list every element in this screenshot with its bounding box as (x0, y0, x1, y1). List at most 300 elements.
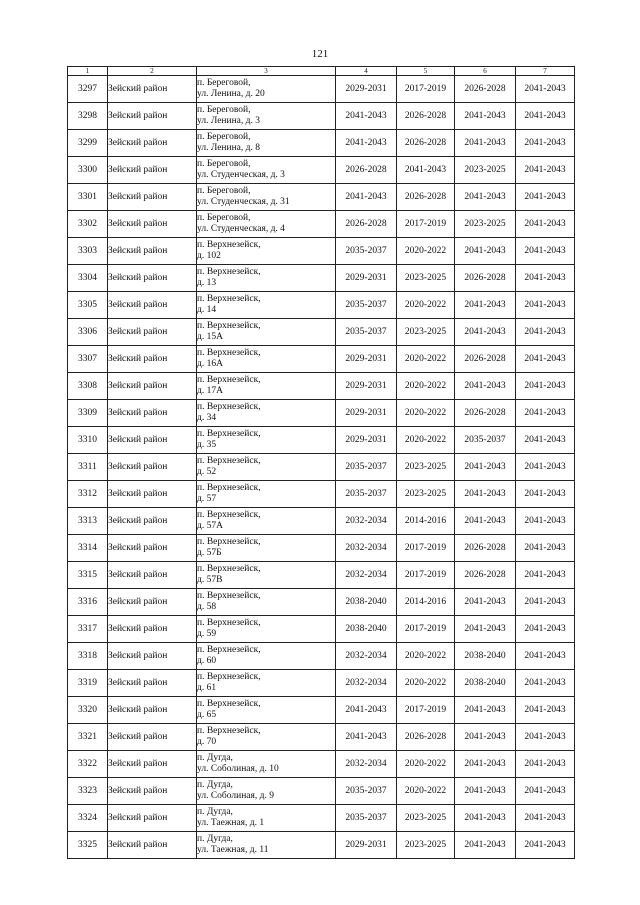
address (197, 238, 336, 265)
address (197, 670, 336, 697)
period-col6: 2041-2043 (455, 130, 516, 157)
period-col4: 2032-2034 (336, 751, 397, 778)
period-col7: 2041-2043 (516, 130, 575, 157)
address-line-1: п. Береговой, (197, 132, 251, 142)
address-line-2: д. 65 (197, 710, 217, 720)
period-col4: 2029-2031 (336, 373, 397, 400)
period-col7: 2041-2043 (516, 238, 575, 265)
table-row (68, 778, 575, 805)
table-row (68, 238, 575, 265)
address (197, 346, 336, 373)
period-col5: 2017-2019 (397, 616, 455, 643)
address (197, 292, 336, 319)
district-name: Зейский район (108, 562, 197, 589)
address-line-1: п. Верхнезейск, (197, 618, 261, 628)
row-number: 3313 (68, 508, 108, 535)
period-col6: 2041-2043 (455, 319, 516, 346)
period-col5: 2023-2025 (397, 319, 455, 346)
period-col6: 2023-2025 (455, 157, 516, 184)
table-row (68, 130, 575, 157)
row-number: 3318 (68, 643, 108, 670)
period-col5: 2020-2022 (397, 238, 455, 265)
address-line-1: п. Верхнезейск, (197, 483, 261, 493)
table-row (68, 724, 575, 751)
period-col6: 2041-2043 (455, 805, 516, 832)
address (197, 454, 336, 481)
table-row (68, 427, 575, 454)
row-number: 3298 (68, 103, 108, 130)
period-col7: 2041-2043 (516, 184, 575, 211)
period-col6: 2023-2025 (455, 211, 516, 238)
address-line-1: п. Верхнезейск, (197, 402, 261, 412)
period-col4: 2041-2043 (336, 697, 397, 724)
address-line-1: п. Верхнезейск, (197, 510, 261, 520)
row-number: 3311 (68, 454, 108, 481)
period-col5: 2017-2019 (397, 562, 455, 589)
address (197, 319, 336, 346)
period-col7: 2041-2043 (516, 427, 575, 454)
district-name: Зейский район (108, 103, 197, 130)
district-name: Зейский район (108, 616, 197, 643)
table-row (68, 184, 575, 211)
district-name: Зейский район (108, 238, 197, 265)
period-col7: 2041-2043 (516, 697, 575, 724)
period-col7: 2041-2043 (516, 778, 575, 805)
address-line-1: п. Верхнезейск, (197, 672, 261, 682)
row-number: 3314 (68, 535, 108, 562)
period-col5: 2023-2025 (397, 481, 455, 508)
address-line-1: п. Верхнезейск, (197, 375, 261, 385)
district-name: Зейский район (108, 751, 197, 778)
district-name: Зейский район (108, 211, 197, 238)
address-line-2: д. 57Б (197, 548, 222, 558)
period-col4: 2038-2040 (336, 616, 397, 643)
address-line-1: п. Береговой, (197, 159, 251, 169)
address-line-2: д. 59 (197, 629, 217, 639)
row-number: 3301 (68, 184, 108, 211)
column-header: 7 (516, 67, 575, 76)
period-col7: 2041-2043 (516, 508, 575, 535)
address-line-1: п. Дугда, (197, 807, 233, 817)
table-row (68, 670, 575, 697)
table-row (68, 157, 575, 184)
address (197, 805, 336, 832)
period-col4: 2041-2043 (336, 724, 397, 751)
column-header: 4 (336, 67, 397, 76)
period-col5: 2020-2022 (397, 400, 455, 427)
table-row (68, 805, 575, 832)
address-line-2: д. 52 (197, 467, 217, 477)
address-line-2: д. 57А (197, 521, 223, 531)
period-col7: 2041-2043 (516, 373, 575, 400)
table-row (68, 346, 575, 373)
address-line-1: п. Верхнезейск, (197, 429, 261, 439)
row-number: 3300 (68, 157, 108, 184)
table-row (68, 535, 575, 562)
row-number: 3305 (68, 292, 108, 319)
address (197, 535, 336, 562)
period-col5: 2017-2019 (397, 697, 455, 724)
period-col6: 2038-2040 (455, 670, 516, 697)
table-body (68, 76, 575, 859)
address-line-1: п. Дугда, (197, 780, 233, 790)
period-col6: 2041-2043 (455, 103, 516, 130)
address-line-2: ул. Ленина, д. 8 (197, 143, 260, 153)
period-col7: 2041-2043 (516, 319, 575, 346)
period-col6: 2026-2028 (455, 400, 516, 427)
row-number: 3310 (68, 427, 108, 454)
period-col6: 2035-2037 (455, 427, 516, 454)
period-col6: 2041-2043 (455, 373, 516, 400)
period-col4: 2038-2040 (336, 589, 397, 616)
table-row (68, 481, 575, 508)
page-number: 121 (311, 48, 329, 60)
address (197, 508, 336, 535)
period-col7: 2041-2043 (516, 535, 575, 562)
address (197, 616, 336, 643)
district-name: Зейский район (108, 508, 197, 535)
period-col5: 2023-2025 (397, 805, 455, 832)
period-col6: 2041-2043 (455, 454, 516, 481)
row-number: 3308 (68, 373, 108, 400)
district-name: Зейский район (108, 805, 197, 832)
period-col4: 2029-2031 (336, 346, 397, 373)
table-row (68, 751, 575, 778)
table-row (68, 616, 575, 643)
period-col7: 2041-2043 (516, 481, 575, 508)
period-col5: 2017-2019 (397, 76, 455, 103)
row-number: 3306 (68, 319, 108, 346)
period-col7: 2041-2043 (516, 157, 575, 184)
district-name: Зейский район (108, 130, 197, 157)
period-col7: 2041-2043 (516, 670, 575, 697)
row-number: 3315 (68, 562, 108, 589)
period-col4: 2026-2028 (336, 211, 397, 238)
period-col5: 2020-2022 (397, 751, 455, 778)
period-col6: 2041-2043 (455, 184, 516, 211)
address (197, 832, 336, 859)
period-col4: 2041-2043 (336, 103, 397, 130)
period-col4: 2032-2034 (336, 562, 397, 589)
table-row (68, 319, 575, 346)
column-header: 5 (397, 67, 455, 76)
address-line-1: п. Верхнезейск, (197, 348, 261, 358)
period-col4: 2032-2034 (336, 508, 397, 535)
address (197, 265, 336, 292)
period-col7: 2041-2043 (516, 616, 575, 643)
address-line-2: ул. Соболиная, д. 9 (197, 791, 274, 801)
address-line-2: ул. Таежная, д. 1 (197, 818, 265, 828)
district-name: Зейский район (108, 670, 197, 697)
district-name: Зейский район (108, 400, 197, 427)
period-col6: 2026-2028 (455, 562, 516, 589)
address-line-1: п. Береговой, (197, 105, 251, 115)
address-line-2: д. 61 (197, 683, 217, 693)
period-col4: 2035-2037 (336, 319, 397, 346)
row-number: 3320 (68, 697, 108, 724)
table-row (68, 292, 575, 319)
period-col4: 2029-2031 (336, 265, 397, 292)
district-name: Зейский район (108, 535, 197, 562)
address-line-1: п. Береговой, (197, 186, 251, 196)
period-col5: 2020-2022 (397, 292, 455, 319)
address-line-2: д. 35 (197, 440, 217, 450)
row-number: 3312 (68, 481, 108, 508)
address-line-2: ул. Таежная, д. 11 (197, 845, 269, 855)
address-line-1: п. Верхнезейск, (197, 726, 261, 736)
period-col5: 2020-2022 (397, 778, 455, 805)
period-col4: 2026-2028 (336, 157, 397, 184)
period-col6: 2041-2043 (455, 238, 516, 265)
period-col7: 2041-2043 (516, 292, 575, 319)
address-line-1: п. Верхнезейск, (197, 564, 261, 574)
table-row (68, 508, 575, 535)
period-col5: 2017-2019 (397, 211, 455, 238)
period-col7: 2041-2043 (516, 751, 575, 778)
period-col6: 2041-2043 (455, 616, 516, 643)
period-col5: 2017-2019 (397, 535, 455, 562)
period-col4: 2029-2031 (336, 832, 397, 859)
address-line-2: д. 14 (197, 305, 217, 315)
period-col5: 2020-2022 (397, 373, 455, 400)
address (197, 400, 336, 427)
period-col4: 2029-2031 (336, 427, 397, 454)
address-line-1: п. Верхнезейск, (197, 321, 261, 331)
address (197, 643, 336, 670)
table-row (68, 562, 575, 589)
address (197, 103, 336, 130)
row-number: 3323 (68, 778, 108, 805)
district-name: Зейский район (108, 427, 197, 454)
address (197, 562, 336, 589)
table-row (68, 832, 575, 859)
address (197, 778, 336, 805)
period-col6: 2041-2043 (455, 724, 516, 751)
address-line-1: п. Верхнезейск, (197, 591, 261, 601)
row-number: 3319 (68, 670, 108, 697)
district-name: Зейский район (108, 292, 197, 319)
address-line-2: д. 15А (197, 332, 223, 342)
period-col7: 2041-2043 (516, 643, 575, 670)
column-header: 1 (68, 67, 108, 76)
period-col7: 2041-2043 (516, 400, 575, 427)
period-col5: 2020-2022 (397, 346, 455, 373)
address-line-2: д. 13 (197, 278, 217, 288)
period-col5: 2020-2022 (397, 427, 455, 454)
period-col4: 2035-2037 (336, 238, 397, 265)
address-line-2: ул. Соболиная, д. 10 (197, 764, 279, 774)
district-name: Зейский район (108, 157, 197, 184)
period-col4: 2035-2037 (336, 481, 397, 508)
address (197, 373, 336, 400)
address (197, 481, 336, 508)
address-line-2: ул. Студенческая, д. 4 (197, 224, 285, 234)
address (197, 589, 336, 616)
row-number: 3304 (68, 265, 108, 292)
period-col4: 2041-2043 (336, 130, 397, 157)
period-col7: 2041-2043 (516, 832, 575, 859)
period-col7: 2041-2043 (516, 562, 575, 589)
table-row (68, 265, 575, 292)
housing-repair-schedule-table (67, 66, 575, 859)
address-line-1: п. Верхнезейск, (197, 240, 261, 250)
period-col4: 2035-2037 (336, 292, 397, 319)
table-row (68, 454, 575, 481)
period-col6: 2026-2028 (455, 535, 516, 562)
period-col7: 2041-2043 (516, 346, 575, 373)
period-col6: 2041-2043 (455, 508, 516, 535)
row-number: 3316 (68, 589, 108, 616)
period-col5: 2026-2028 (397, 724, 455, 751)
period-col6: 2041-2043 (455, 778, 516, 805)
row-number: 3317 (68, 616, 108, 643)
table-row (68, 103, 575, 130)
district-name: Зейский район (108, 454, 197, 481)
table-row (68, 589, 575, 616)
period-col5: 2023-2025 (397, 265, 455, 292)
district-name: Зейский район (108, 184, 197, 211)
period-col5: 2023-2025 (397, 832, 455, 859)
address-line-1: п. Береговой, (197, 78, 251, 88)
address (197, 130, 336, 157)
period-col4: 2029-2031 (336, 76, 397, 103)
address-line-1: п. Дугда, (197, 834, 233, 844)
district-name: Зейский район (108, 373, 197, 400)
period-col6: 2041-2043 (455, 589, 516, 616)
period-col4: 2032-2034 (336, 643, 397, 670)
table-row (68, 400, 575, 427)
period-col6: 2026-2028 (455, 346, 516, 373)
period-col6: 2041-2043 (455, 832, 516, 859)
address-line-1: п. Верхнезейск, (197, 699, 261, 709)
period-col6: 2041-2043 (455, 481, 516, 508)
address-line-2: д. 16А (197, 359, 223, 369)
row-number: 3297 (68, 76, 108, 103)
period-col7: 2041-2043 (516, 724, 575, 751)
address (197, 427, 336, 454)
period-col5: 2026-2028 (397, 103, 455, 130)
table-row (68, 643, 575, 670)
district-name: Зейский район (108, 832, 197, 859)
address-line-1: п. Верхнезейск, (197, 456, 261, 466)
row-number: 3324 (68, 805, 108, 832)
district-name: Зейский район (108, 697, 197, 724)
period-col5: 2041-2043 (397, 157, 455, 184)
period-col4: 2029-2031 (336, 400, 397, 427)
period-col4: 2035-2037 (336, 805, 397, 832)
address-line-2: д. 17А (197, 386, 223, 396)
district-name: Зейский район (108, 589, 197, 616)
address (197, 184, 336, 211)
period-col5: 2026-2028 (397, 184, 455, 211)
row-number: 3325 (68, 832, 108, 859)
table-row (68, 373, 575, 400)
row-number: 3302 (68, 211, 108, 238)
address-line-2: д. 57В (197, 575, 223, 585)
period-col5: 2026-2028 (397, 130, 455, 157)
column-number-header-row (68, 67, 575, 76)
address (197, 76, 336, 103)
address-line-2: д. 58 (197, 602, 217, 612)
address-line-1: п. Верхнезейск, (197, 645, 261, 655)
table-row (68, 697, 575, 724)
period-col6: 2038-2040 (455, 643, 516, 670)
period-col6: 2041-2043 (455, 292, 516, 319)
period-col7: 2041-2043 (516, 211, 575, 238)
period-col4: 2041-2043 (336, 184, 397, 211)
period-col5: 2014-2016 (397, 589, 455, 616)
period-col4: 2032-2034 (336, 535, 397, 562)
column-header: 3 (197, 67, 336, 76)
address-line-2: д. 34 (197, 413, 217, 423)
address-line-2: д. 102 (197, 251, 221, 261)
period-col5: 2023-2025 (397, 454, 455, 481)
period-col4: 2035-2037 (336, 454, 397, 481)
address (197, 697, 336, 724)
district-name: Зейский район (108, 643, 197, 670)
period-col6: 2026-2028 (455, 76, 516, 103)
district-name: Зейский район (108, 778, 197, 805)
address (197, 751, 336, 778)
address-line-1: п. Береговой, (197, 213, 251, 223)
period-col7: 2041-2043 (516, 76, 575, 103)
address-line-1: п. Дугда, (197, 753, 233, 763)
address-line-1: п. Верхнезейск, (197, 267, 261, 277)
period-col7: 2041-2043 (516, 805, 575, 832)
period-col6: 2026-2028 (455, 265, 516, 292)
address-line-2: д. 70 (197, 737, 217, 747)
address-line-2: ул. Студенческая, д. 31 (197, 197, 290, 207)
row-number: 3321 (68, 724, 108, 751)
address-line-2: д. 60 (197, 656, 217, 666)
district-name: Зейский район (108, 319, 197, 346)
row-number: 3309 (68, 400, 108, 427)
period-col5: 2014-2016 (397, 508, 455, 535)
district-name: Зейский район (108, 76, 197, 103)
period-col7: 2041-2043 (516, 265, 575, 292)
address-line-2: ул. Ленина, д. 20 (197, 89, 265, 99)
district-name: Зейский район (108, 724, 197, 751)
row-number: 3303 (68, 238, 108, 265)
address (197, 724, 336, 751)
column-header: 6 (455, 67, 516, 76)
address-line-1: п. Верхнезейск, (197, 294, 261, 304)
row-number: 3322 (68, 751, 108, 778)
table-row (68, 211, 575, 238)
address (197, 211, 336, 238)
period-col7: 2041-2043 (516, 589, 575, 616)
address-line-1: п. Верхнезейск, (197, 537, 261, 547)
period-col5: 2020-2022 (397, 670, 455, 697)
address-line-2: ул. Студенческая, д. 3 (197, 170, 285, 180)
period-col4: 2032-2034 (336, 670, 397, 697)
district-name: Зейский район (108, 265, 197, 292)
column-header: 2 (108, 67, 197, 76)
table-row (68, 76, 575, 103)
address (197, 157, 336, 184)
period-col7: 2041-2043 (516, 103, 575, 130)
address-line-2: ул. Ленина, д. 3 (197, 116, 260, 126)
period-col6: 2041-2043 (455, 751, 516, 778)
row-number: 3307 (68, 346, 108, 373)
period-col6: 2041-2043 (455, 697, 516, 724)
row-number: 3299 (68, 130, 108, 157)
period-col5: 2020-2022 (397, 643, 455, 670)
district-name: Зейский район (108, 346, 197, 373)
district-name: Зейский район (108, 481, 197, 508)
address-line-2: д. 57 (197, 494, 217, 504)
period-col7: 2041-2043 (516, 454, 575, 481)
